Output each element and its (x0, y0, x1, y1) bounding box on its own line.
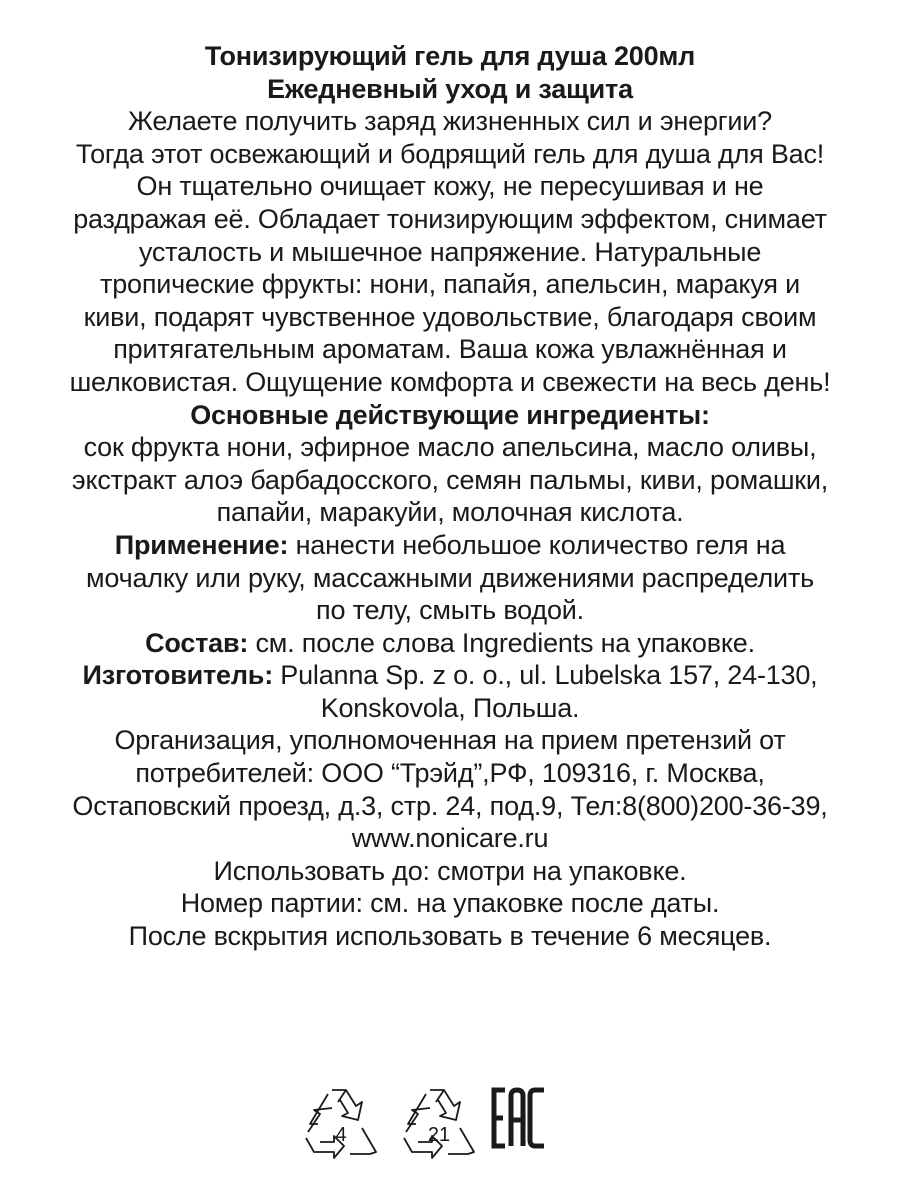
description-line: усталость и мышечное напряжение. Натуральные (138, 236, 762, 267)
composition-label: Состав: (145, 627, 249, 658)
description-line: киви, подарят чувственное удовольствие, благодаря своим (83, 301, 817, 332)
ingredients-line: папайи, маракуйи, молочная кислота. (216, 497, 684, 528)
recycle-triangle-icon (396, 1080, 482, 1164)
description-line: Желаете получить заряд жизненных сил и энергии? (127, 106, 772, 137)
description-line: Тогда этот освежающий и бодрящий гель для душа для Вас! (75, 138, 825, 169)
usage-text: нанести небольшое количество геля на (288, 529, 786, 560)
description-line: шелковистая. Ощущение комфорта и свежести на весь день! (69, 366, 831, 397)
manufacturer-line: Konskovola, Польша. (320, 692, 580, 723)
usage-label: Применение: (114, 529, 289, 560)
organization-line: Остаповский проезд, д.3, стр. 24, под.9, Тел:8(800)200-36-39, (72, 790, 828, 821)
ingredients-line: экстракт алоэ барбадосского, семян пальмы, киви, ромашки, (71, 464, 829, 495)
organization-website: www.nonicare.ru (351, 823, 549, 854)
label-text-block (0, 40, 900, 953)
batch-line: Номер партии: см. на упаковке после даты. (180, 888, 720, 919)
organization-line: Организация, уполномоченная на прием претензий от (114, 725, 786, 756)
after-opening-line: После вскрытия использовать в течение 6 месяцев. (128, 921, 772, 952)
recycle-code: 4 (335, 1124, 347, 1146)
ingredients-line: сок фрукта нони, эфирное масло апельсина, масло оливы, (83, 432, 817, 463)
recycle-code: 21 (427, 1124, 451, 1146)
ingredients-heading: Основные действующие ингредиенты: (190, 399, 710, 430)
manufacturer-label: Изготовитель: (82, 660, 273, 691)
eac-mark-icon (490, 1086, 548, 1150)
manufacturer-text: Pulanna Sp. z o. o., ul. Lubelska 157, 24-130, (273, 660, 818, 691)
usage-line: мочалку или руку, массажными движениями распределить (86, 562, 814, 593)
recycle-triangle-icon (298, 1080, 384, 1164)
description-line: раздражая её. Обладает тонизирующим эффектом, снимает (73, 203, 827, 234)
description-line: Он тщательно очищает кожу, не пересушивая и не (136, 171, 764, 202)
composition-text: см. после слова Ingredients на упаковке. (248, 627, 755, 658)
marking-icons (0, 1080, 900, 1164)
usage-line: по телу, смыть водой. (316, 595, 584, 626)
product-subtitle: Ежедневный уход и защита (267, 73, 633, 104)
organization-line: потребителей: ООО “Трэйд”,РФ, 109316, г. Москва, (135, 758, 765, 789)
product-title: Тонизирующий гель для душа 200мл (204, 41, 696, 71)
usage-line (0, 529, 900, 562)
description-line: притягательным ароматам. Ваша кожа увлажнённая и (113, 334, 787, 365)
manufacturer-line (0, 659, 900, 692)
expiry-line: Использовать до: смотри на упаковке. (213, 855, 687, 886)
description-line: тропические фрукты: нони, папайя, апельсин, маракуя и (100, 269, 800, 300)
composition-line (0, 627, 900, 660)
